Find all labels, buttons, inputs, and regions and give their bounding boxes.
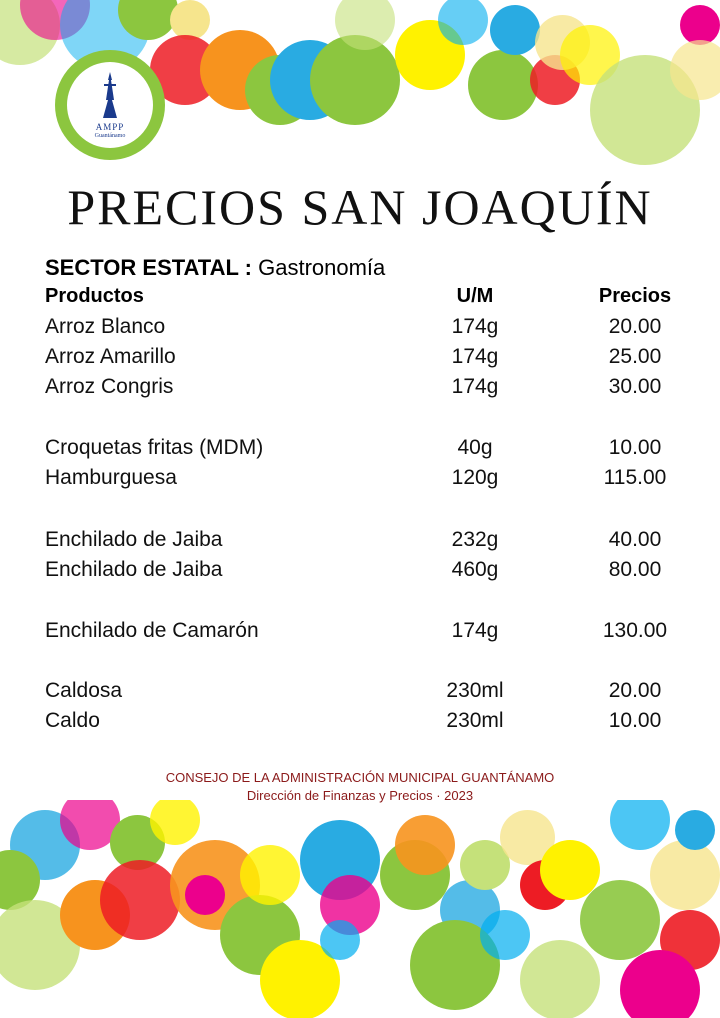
product-name: Caldo (45, 709, 100, 732)
product-price: 40.00 (608, 528, 662, 551)
product-unit: 460g (451, 558, 499, 581)
product-unit: 230ml (446, 709, 504, 732)
sector-label: SECTOR ESTATAL : (45, 255, 252, 280)
product-unit: 174g (451, 345, 499, 368)
product-unit: 174g (451, 375, 499, 398)
header-price: Precios (598, 285, 672, 307)
product-name: Caldosa (45, 679, 123, 702)
logo-name: AMPP (95, 122, 125, 132)
product-price: 10.00 (608, 436, 662, 459)
product-unit: 232g (451, 528, 499, 551)
product-unit: 120g (451, 466, 499, 489)
product-price: 25.00 (608, 345, 662, 368)
ampp-logo (55, 50, 165, 160)
table-row (0, 466, 720, 496)
product-name: Enchilado de Jaiba (45, 558, 223, 581)
product-price: 20.00 (608, 315, 662, 338)
table-row (0, 709, 720, 739)
table-header (0, 285, 720, 315)
product-name: Arroz Congris (45, 375, 174, 398)
product-price: 30.00 (608, 375, 662, 398)
table-row (0, 315, 720, 345)
product-name: Croquetas fritas (MDM) (45, 436, 264, 459)
table-row (0, 679, 720, 709)
product-price: 130.00 (602, 619, 668, 642)
product-price: 80.00 (608, 558, 662, 581)
product-unit: 174g (451, 315, 499, 338)
footer-council: CONSEJO DE LA ADMINISTRACIÓN MUNICIPAL GUANTÁNAMO (165, 770, 555, 785)
product-unit: 40g (457, 436, 493, 459)
logo-subtitle: Guantánamo (94, 133, 126, 139)
product-name: Enchilado de Camarón (45, 619, 259, 642)
table-row (0, 558, 720, 588)
product-price: 10.00 (608, 709, 662, 732)
header-unit: U/M (456, 285, 494, 307)
product-price: 20.00 (608, 679, 662, 702)
product-unit: 174g (451, 619, 499, 642)
table-row (0, 375, 720, 405)
bottom-decorative-circles (0, 800, 720, 1018)
product-price: 115.00 (603, 466, 667, 489)
sector-line (45, 255, 385, 281)
page-title: PRECIOS SAN JOAQUÍN (67, 179, 653, 235)
table-row (0, 619, 720, 649)
tower-icon (100, 70, 120, 120)
header-product: Productos (45, 285, 144, 307)
logo-inner (67, 62, 153, 148)
footer-department: Dirección de Finanzas y Precios · 2023 (246, 788, 474, 803)
table-row (0, 528, 720, 558)
product-name: Hamburguesa (45, 466, 177, 489)
table-row (0, 345, 720, 375)
product-unit: 230ml (446, 679, 504, 702)
product-name: Arroz Amarillo (45, 345, 176, 368)
product-name: Enchilado de Jaiba (45, 528, 223, 551)
sector-value: Gastronomía (258, 255, 386, 280)
product-name: Arroz Blanco (45, 315, 166, 338)
table-row (0, 436, 720, 466)
